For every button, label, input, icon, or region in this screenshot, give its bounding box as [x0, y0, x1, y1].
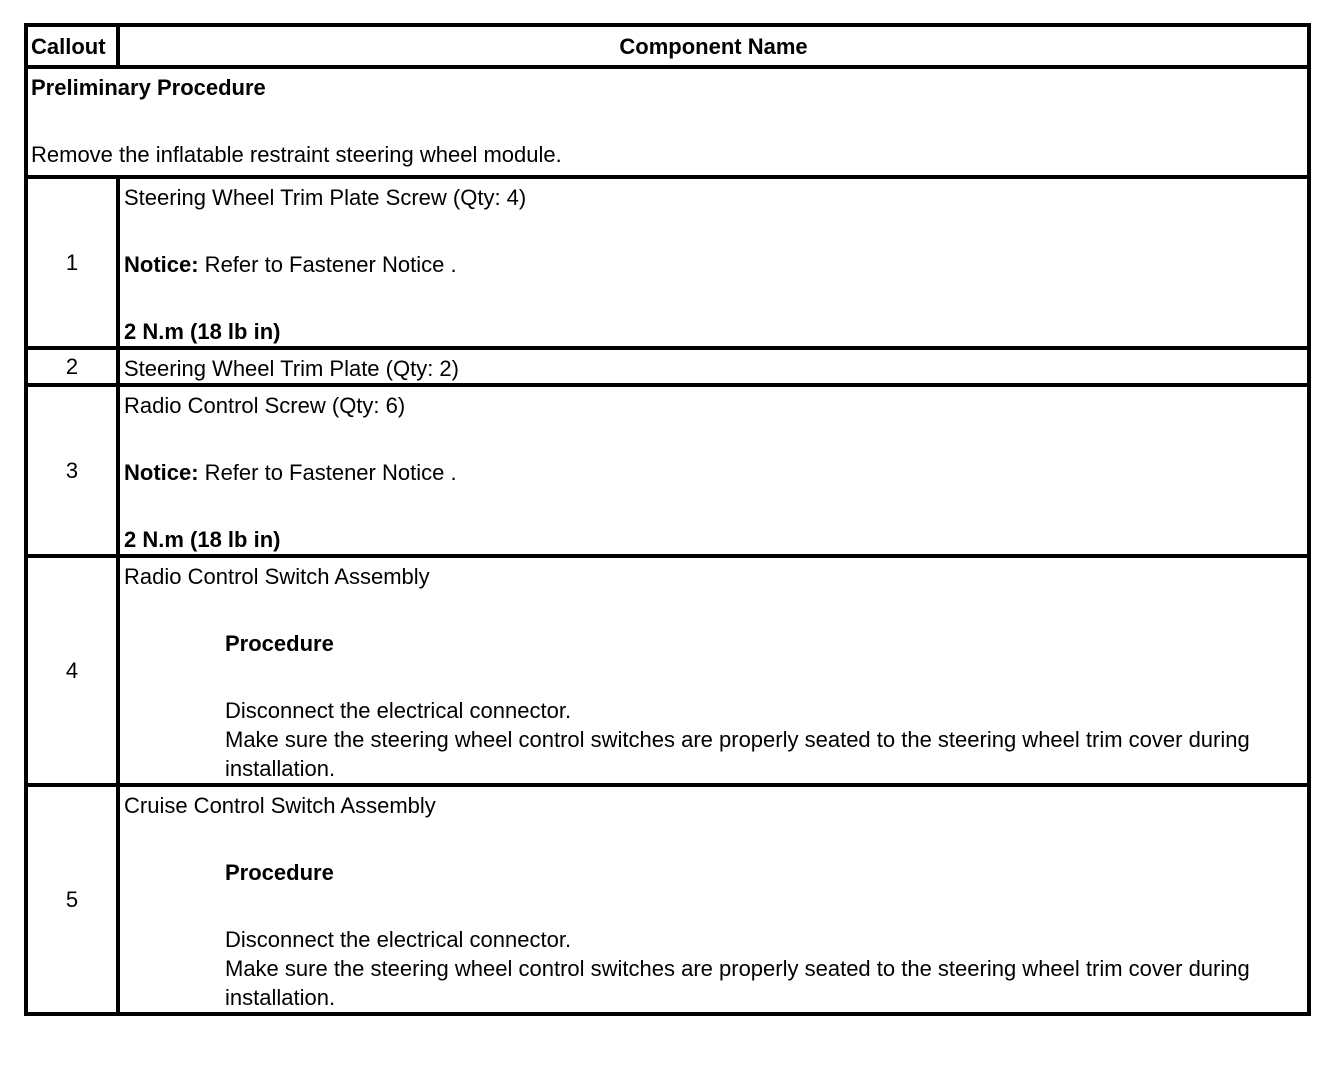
table-row: [26, 348, 1309, 385]
component-name: Cruise Control Switch Assembly: [124, 793, 436, 818]
callout-number: 1: [26, 177, 118, 348]
notice-line: [124, 250, 1307, 279]
preliminary-title: Preliminary Procedure: [31, 75, 266, 100]
callout-number: 3: [26, 385, 118, 556]
torque-spec: 2 N.m (18 lb in): [124, 319, 281, 344]
notice-label: Notice:: [124, 460, 199, 485]
procedure-step: Make sure the steering wheel control switches are properly seated to the steering wheel trim cover during installation.: [225, 727, 1250, 781]
component-name: Radio Control Screw (Qty: 6): [124, 393, 406, 418]
callout-number: 5: [26, 785, 118, 1014]
notice-line: [124, 458, 1307, 487]
table-row: [26, 385, 1309, 556]
procedure-block: [124, 858, 1307, 1012]
preliminary-row: [26, 67, 1309, 177]
header-row: [26, 25, 1309, 67]
header-callout: Callout: [26, 25, 118, 67]
component-cell: [118, 785, 1309, 1014]
procedure-label: Procedure: [225, 631, 334, 656]
callout-number: 2: [26, 348, 118, 385]
notice-text: Refer to Fastener Notice .: [198, 252, 457, 277]
component-name: Steering Wheel Trim Plate (Qty: 2): [124, 356, 459, 381]
table-row: [26, 177, 1309, 348]
table-row: [26, 785, 1309, 1014]
procedure-block: [124, 629, 1307, 783]
callout-number: 4: [26, 556, 118, 785]
preliminary-text: Remove the inflatable restraint steering wheel module.: [31, 142, 562, 167]
procedure-step: Make sure the steering wheel control switches are properly seated to the steering wheel trim cover during installation.: [225, 956, 1250, 1010]
component-name: Steering Wheel Trim Plate Screw (Qty: 4): [124, 185, 527, 210]
component-name: Radio Control Switch Assembly: [124, 564, 430, 589]
header-component-name: Component Name: [118, 25, 1309, 67]
table-row: [26, 556, 1309, 785]
procedure-step: Disconnect the electrical connector.: [225, 698, 572, 723]
procedure-label: Procedure: [225, 860, 334, 885]
component-cell: [118, 177, 1309, 348]
preliminary-cell: [26, 67, 1309, 177]
notice-label: Notice:: [124, 252, 199, 277]
procedure-step: Disconnect the electrical connector.: [225, 927, 572, 952]
component-table: [24, 23, 1311, 1016]
torque-spec: 2 N.m (18 lb in): [124, 527, 281, 552]
component-cell: [118, 385, 1309, 556]
notice-text: Refer to Fastener Notice .: [198, 460, 457, 485]
component-cell: [118, 556, 1309, 785]
component-cell: [118, 348, 1309, 385]
